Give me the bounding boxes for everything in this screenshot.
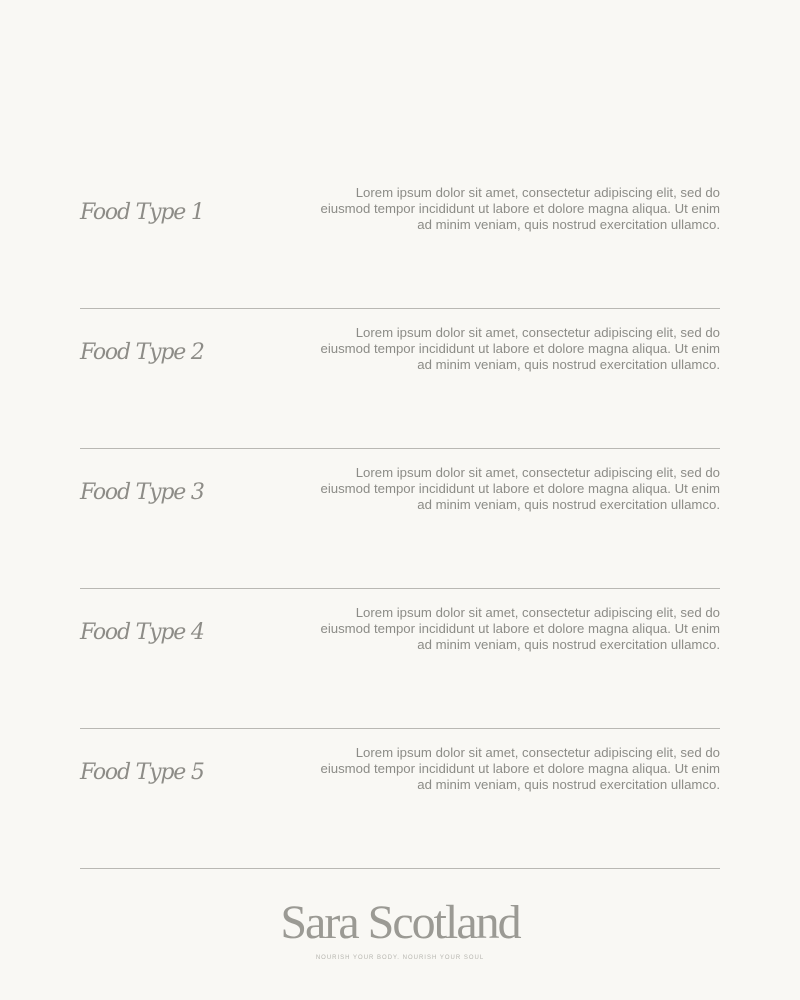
- food-type-title: Food Type 3: [80, 480, 204, 505]
- food-type-title: Food Type 1: [80, 200, 204, 225]
- list-item: [80, 730, 720, 869]
- list-item: [80, 450, 720, 589]
- food-type-description: Lorem ipsum dolor sit amet, consectetur adipiscing elit, sed do eiusmod tempor incididunt ut labore et dolore magna aliqua. Ut enim ad minim veniam, quis nostrud exercitation ullamco.: [320, 185, 720, 232]
- food-type-title: Food Type 2: [80, 340, 204, 365]
- food-type-title: Food Type 5: [80, 760, 204, 785]
- food-type-title: Food Type 4: [80, 620, 204, 645]
- brand-tagline: NOURISH YOUR BODY. NOURISH YOUR SOUL: [315, 955, 485, 961]
- food-type-description: Lorem ipsum dolor sit amet, consectetur adipiscing elit, sed do eiusmod tempor incididunt ut labore et dolore magna aliqua. Ut enim ad minim veniam, quis nostrud exercitation ullamco.: [320, 745, 720, 792]
- brand-name: Sara Scotland: [280, 896, 520, 949]
- food-type-description: Lorem ipsum dolor sit amet, consectetur adipiscing elit, sed do eiusmod tempor incididunt ut labore et dolore magna aliqua. Ut enim ad minim veniam, quis nostrud exercitation ullamco.: [320, 325, 720, 372]
- food-type-description: Lorem ipsum dolor sit amet, consectetur adipiscing elit, sed do eiusmod tempor incididunt ut labore et dolore magna aliqua. Ut enim ad minim veniam, quis nostrud exercitation ullamco.: [320, 465, 720, 512]
- list-item: [80, 590, 720, 729]
- list-item: [80, 170, 720, 309]
- food-type-list: [80, 170, 720, 870]
- list-item: [80, 310, 720, 449]
- brand-footer: [0, 895, 800, 961]
- food-type-description: Lorem ipsum dolor sit amet, consectetur adipiscing elit, sed do eiusmod tempor incididunt ut labore et dolore magna aliqua. Ut enim ad minim veniam, quis nostrud exercitation ullamco.: [320, 605, 720, 652]
